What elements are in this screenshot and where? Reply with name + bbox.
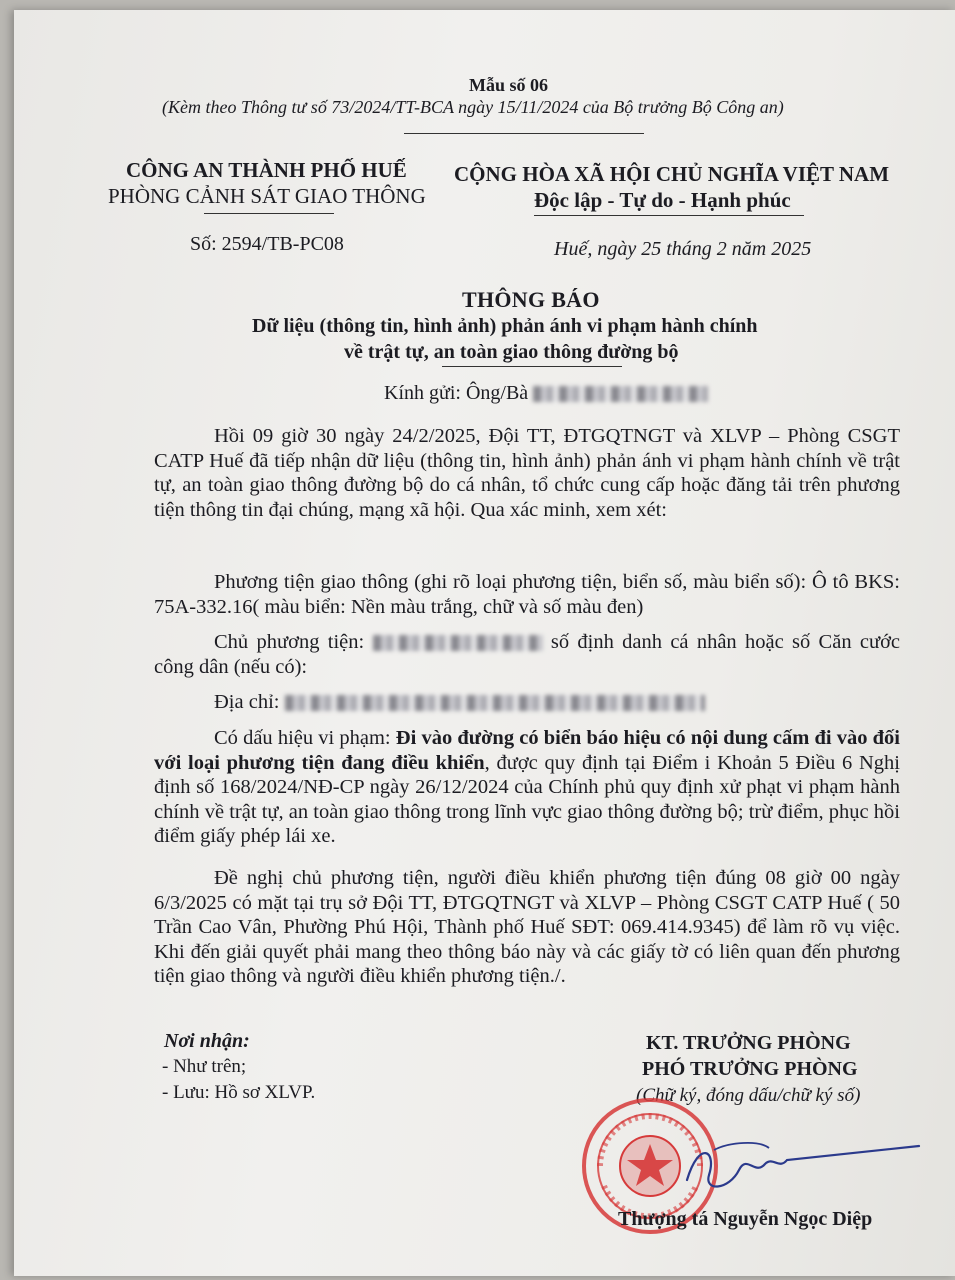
redacted-address xyxy=(285,695,705,711)
divider xyxy=(204,213,334,214)
paragraph-intro: Hồi 09 giờ 30 ngày 24/2/2025, Đội TT, ĐTGQTNGT và XLVP – Phòng CSGT CATP Huế đã tiếp nhận dữ liệu (thông tin, hình ảnh) phản ánh vi phạm hành chính về trật tự, an toàn giao thông đường bộ do cá nhân, tổ chức cung cấp hoặc đăng tải trên phương tiện thông tin đại chúng, mạng xã hội. Qua xác minh, xem xét: xyxy=(154,425,900,521)
paragraph-vehicle: Phương tiện giao thông (ghi rõ loại phương tiện, biển số, màu biển số): Ô tô BKS: 75A-332.16( màu biển: Nền màu trắng, chữ và số màu đen) xyxy=(154,571,900,618)
document-subtitle-2: về trật tự, an toàn giao thông đường bộ xyxy=(344,341,679,363)
org-line-1: CÔNG AN THÀNH PHỐ HUẾ xyxy=(126,158,407,182)
signer-title-2: PHÓ TRƯỞNG PHÒNG xyxy=(642,1058,858,1080)
recipient-item: - Lưu: Hồ sơ XLVP. xyxy=(162,1082,316,1103)
nation-motto: Độc lập - Tự do - Hạnh phúc xyxy=(534,188,791,212)
redacted-owner xyxy=(373,635,543,651)
form-reference: (Kèm theo Thông tư số 73/2024/TT-BCA ngày 15/11/2024 của Bộ trưởng Bộ Công an) xyxy=(162,97,784,117)
signer-title-1: KT. TRƯỞNG PHÒNG xyxy=(646,1032,851,1054)
form-number: Mẫu số 06 xyxy=(469,75,549,95)
nation-line-1: CỘNG HÒA XÃ HỘI CHỦ NGHĨA VIỆT NAM xyxy=(454,162,890,186)
signature-icon xyxy=(669,1120,929,1210)
underline xyxy=(442,366,622,367)
paragraph-request: Đề nghị chủ phương tiện, người điều khiển phương tiện đúng 08 giờ 00 ngày 6/3/2025 có mặt tại trụ sở Đội TT, ĐTGQTNGT và XLVP – Phòng CSGT CATP Huế ( 50 Trần Cao Vân, Phường Phú Hội, Thành phố Huế SĐT: 069.414.9345) để làm rõ vụ việc. Khi đến giải quyết phải mang theo thông báo này và các giấy tờ có liên quan đến phương tiện giao thông và người điều khiển phương tiện./. xyxy=(154,867,900,987)
signer-name: Thượng tá Nguyễn Ngọc Diệp xyxy=(618,1208,873,1230)
greeting xyxy=(384,382,708,405)
recipient-item: - Như trên; xyxy=(162,1056,247,1077)
recipients-label: Nơi nhận: xyxy=(164,1030,250,1052)
document-date: Huế, ngày 25 tháng 2 năm 2025 xyxy=(554,238,812,260)
document-subtitle-1: Dữ liệu (thông tin, hình ảnh) phản ánh vi phạm hành chính xyxy=(252,315,758,337)
document-title: THÔNG BÁO xyxy=(462,287,600,312)
paragraph-violation: Có dấu hiệu vi phạm: Đi vào đường có biển báo hiệu có nội dung cấm đi vào đối với loại phương tiện đang điều khiển, được quy định tại Điểm i Khoản 5 Điều 6 Nghị định số 168/2024/NĐ-CP ngày 26/12/2024 của Chính phủ quy định xử phạt vi phạm hành chính về trật tự, an toàn giao thông trong lĩnh vực giao thông đường bộ; trừ điểm, phục hồi điểm giấy phép lái xe. xyxy=(154,727,901,847)
paragraph-owner: Chủ phương tiện: số định danh cá nhân hoặc số Căn cước công dân (nếu có): xyxy=(154,631,901,678)
signature-note: (Chữ ký, đóng dấu/chữ ký số) xyxy=(636,1085,861,1106)
redacted-name xyxy=(533,386,708,402)
paragraph-address: Địa chỉ: xyxy=(154,690,900,715)
org-line-2: PHÒNG CẢNH SÁT GIAO THÔNG xyxy=(108,184,426,208)
document-page xyxy=(14,10,955,1276)
divider xyxy=(534,215,804,216)
greeting-text: Kính gửi: Ông/Bà xyxy=(384,382,529,404)
divider xyxy=(404,133,644,134)
document-number: Số: 2594/TB-PC08 xyxy=(190,233,344,255)
